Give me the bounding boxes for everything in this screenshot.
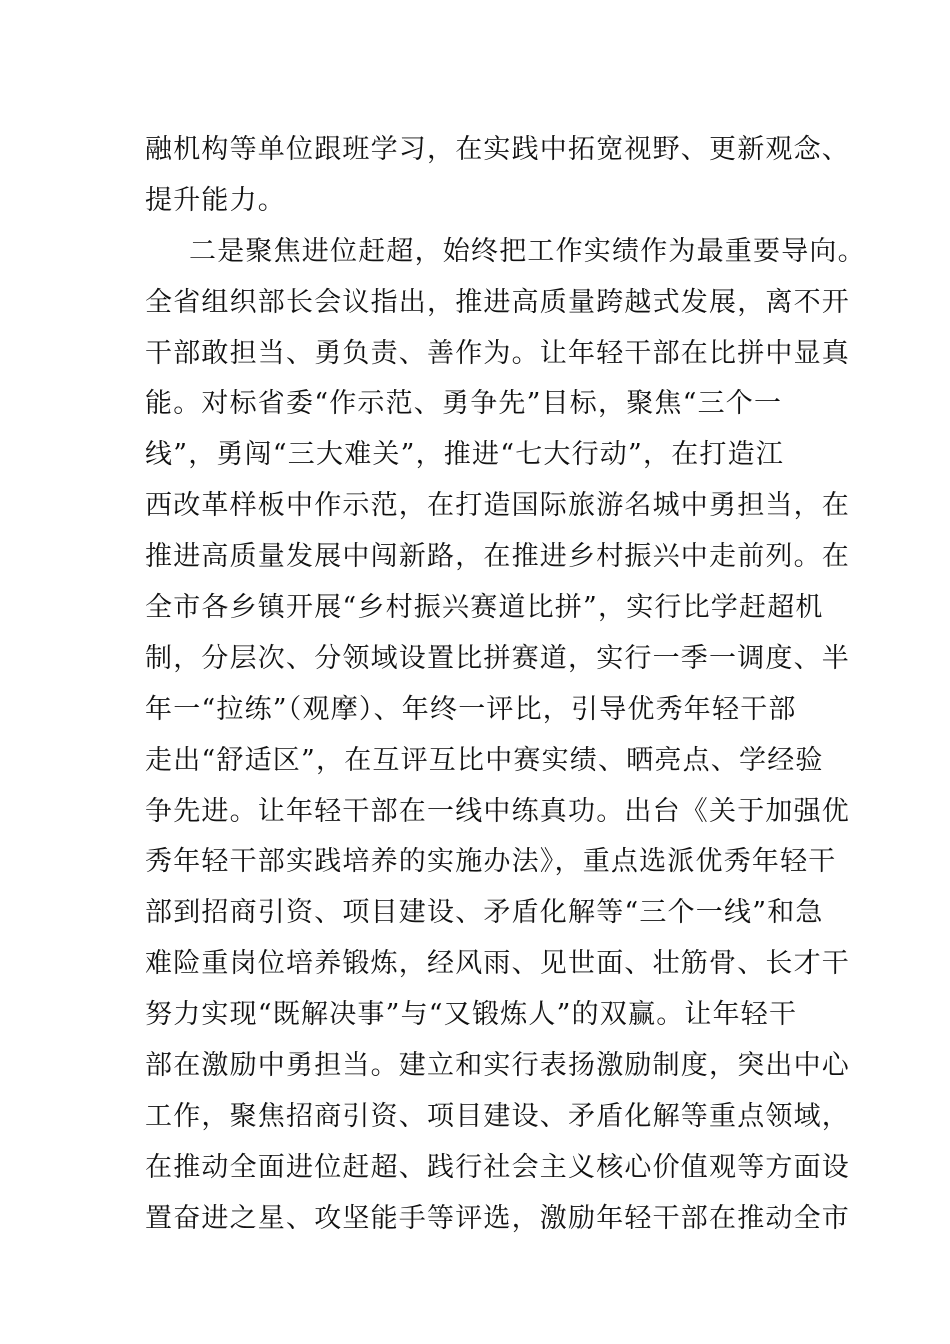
text-line: 年一“拉练”（观摩）、年终一评比，引导优秀年轻干部 (145, 693, 797, 725)
text-line: 工作，聚焦招商引资、项目建设、矛盾化解等重点领域， (145, 1100, 850, 1132)
text-line: 置奋进之星、攻坚能手等评选，激励年轻干部在推动全市 (145, 1202, 850, 1234)
text-line: 难险重岗位培养锻炼，经风雨、见世面、壮筋骨、长才干 (145, 948, 850, 980)
paragraph-start-line: 二是聚焦进位赶超，始终把工作实绩作为最重要导向。 (189, 235, 866, 267)
text-line: 能。对标省委“作示范、勇争先”目标，聚焦“三个一 (145, 388, 783, 420)
text-line: 全市各乡镇开展“乡村振兴赛道比拼”，实行比学赶超机 (145, 592, 824, 624)
text-line: 全省组织部长会议指出，推进高质量跨越式发展，离不开 (145, 286, 850, 318)
text-line: 部在激励中勇担当。建立和实行表扬激励制度，突出中心 (145, 1050, 850, 1082)
text-line: 干部敢担当、勇负责、善作为。让年轻干部在比拼中显真 (145, 337, 850, 369)
text-line: 制，分层次、分领域设置比拼赛道，实行一季一调度、半 (145, 642, 850, 674)
text-line: 西改革样板中作示范，在打造国际旅游名城中勇担当，在 (145, 490, 850, 522)
text-line: 走出“舒适区”，在互评互比中赛实绩、晒亮点、学经验 (145, 744, 824, 776)
text-line: 部到招商引资、项目建设、矛盾化解等“三个一线”和急 (145, 897, 824, 929)
text-line: 在推动全面进位赶超、践行社会主义核心价值观等方面设 (145, 1151, 850, 1183)
text-line: 秀年轻干部实践培养的实施办法》，重点选派优秀年轻干 (145, 846, 837, 878)
text-line: 努力实现“既解决事”与“又锻炼人”的双赢。让年轻干 (145, 999, 798, 1031)
text-line: 推进高质量发展中闯新路，在推进乡村振兴中走前列。在 (145, 541, 850, 573)
text-line: 提升能力。 (145, 184, 286, 216)
text-line: 融机构等单位跟班学习，在实践中拓宽视野、更新观念、 (145, 134, 850, 165)
text-line: 争先进。让年轻干部在一线中练真功。出台《关于加强优 (145, 795, 850, 827)
text-line: 线”，勇闯“三大难关”，推进“七大行动”，在打造江 (145, 439, 785, 471)
body-text (145, 125, 866, 1245)
